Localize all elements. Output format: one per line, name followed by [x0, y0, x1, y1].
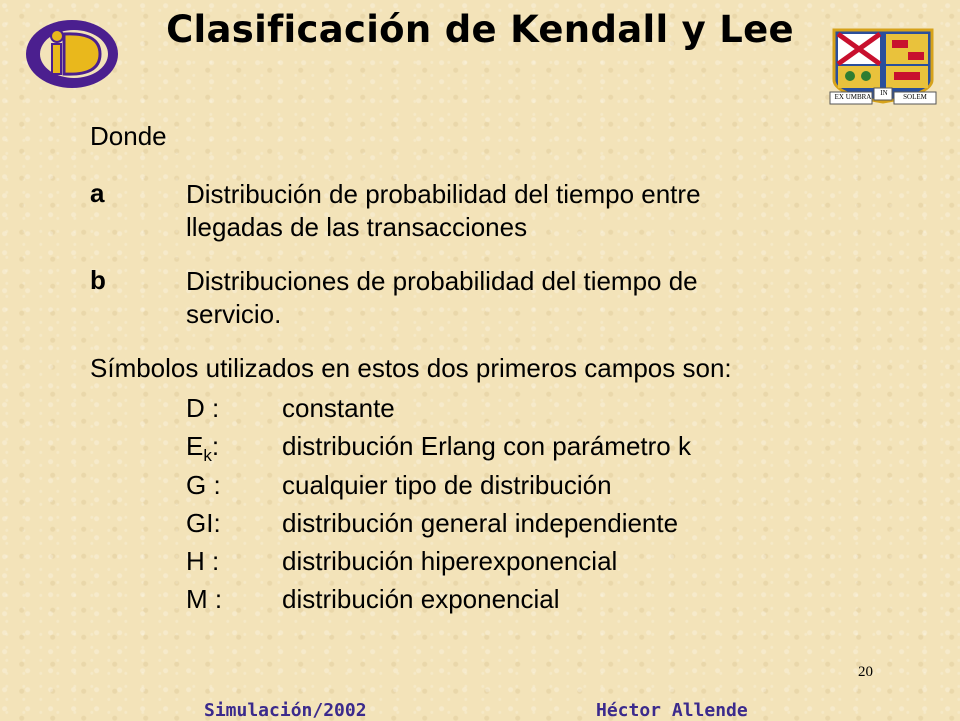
definition-b: [186, 265, 698, 331]
symbols-heading: Símbolos utilizados en estos dos primeros campos son:: [90, 353, 732, 383]
footer-right: Héctor Allende: [596, 700, 748, 721]
definition-a-line1: Distribución de probabilidad del tiempo entre: [186, 179, 701, 209]
symbol-code: G :: [186, 470, 221, 500]
definition-a-line2: llegadas de las transacciones: [186, 212, 528, 242]
symbol-code: $E_k$:: [186, 431, 220, 465]
crest-motto-right: SOLEM: [903, 93, 927, 101]
term-b: b: [90, 265, 106, 295]
symbol-code: D :: [186, 393, 220, 423]
symbol-description: constante: [282, 393, 395, 423]
definition-b-line1: Distribuciones de probabilidad del tiempo de: [186, 266, 698, 296]
symbol-code: GI:: [186, 508, 221, 538]
definition-a: [186, 178, 701, 244]
symbol-description: distribución hiperexponencial: [282, 546, 618, 576]
symbol-description: distribución general independiente: [282, 508, 679, 538]
page-number: 20: [858, 664, 873, 680]
symbol-description: distribución exponencial: [282, 584, 560, 614]
crest-motto-mid: IN: [880, 89, 888, 97]
symbol-code: H :: [186, 546, 220, 576]
symbol-code: M :: [186, 584, 223, 614]
symbol-description: distribución Erlang con parámetro k: [282, 431, 691, 461]
definition-b-line2: servicio.: [186, 299, 282, 329]
crest-motto-left: EX UMBRA: [834, 93, 872, 101]
slide-title: Clasificación de Kendall y Lee: [166, 8, 794, 51]
symbol-description: cualquier tipo de distribución: [282, 470, 612, 500]
intro-text: Donde: [90, 121, 167, 151]
footer-left: Simulación/2002: [204, 700, 367, 721]
term-a: a: [90, 178, 105, 208]
